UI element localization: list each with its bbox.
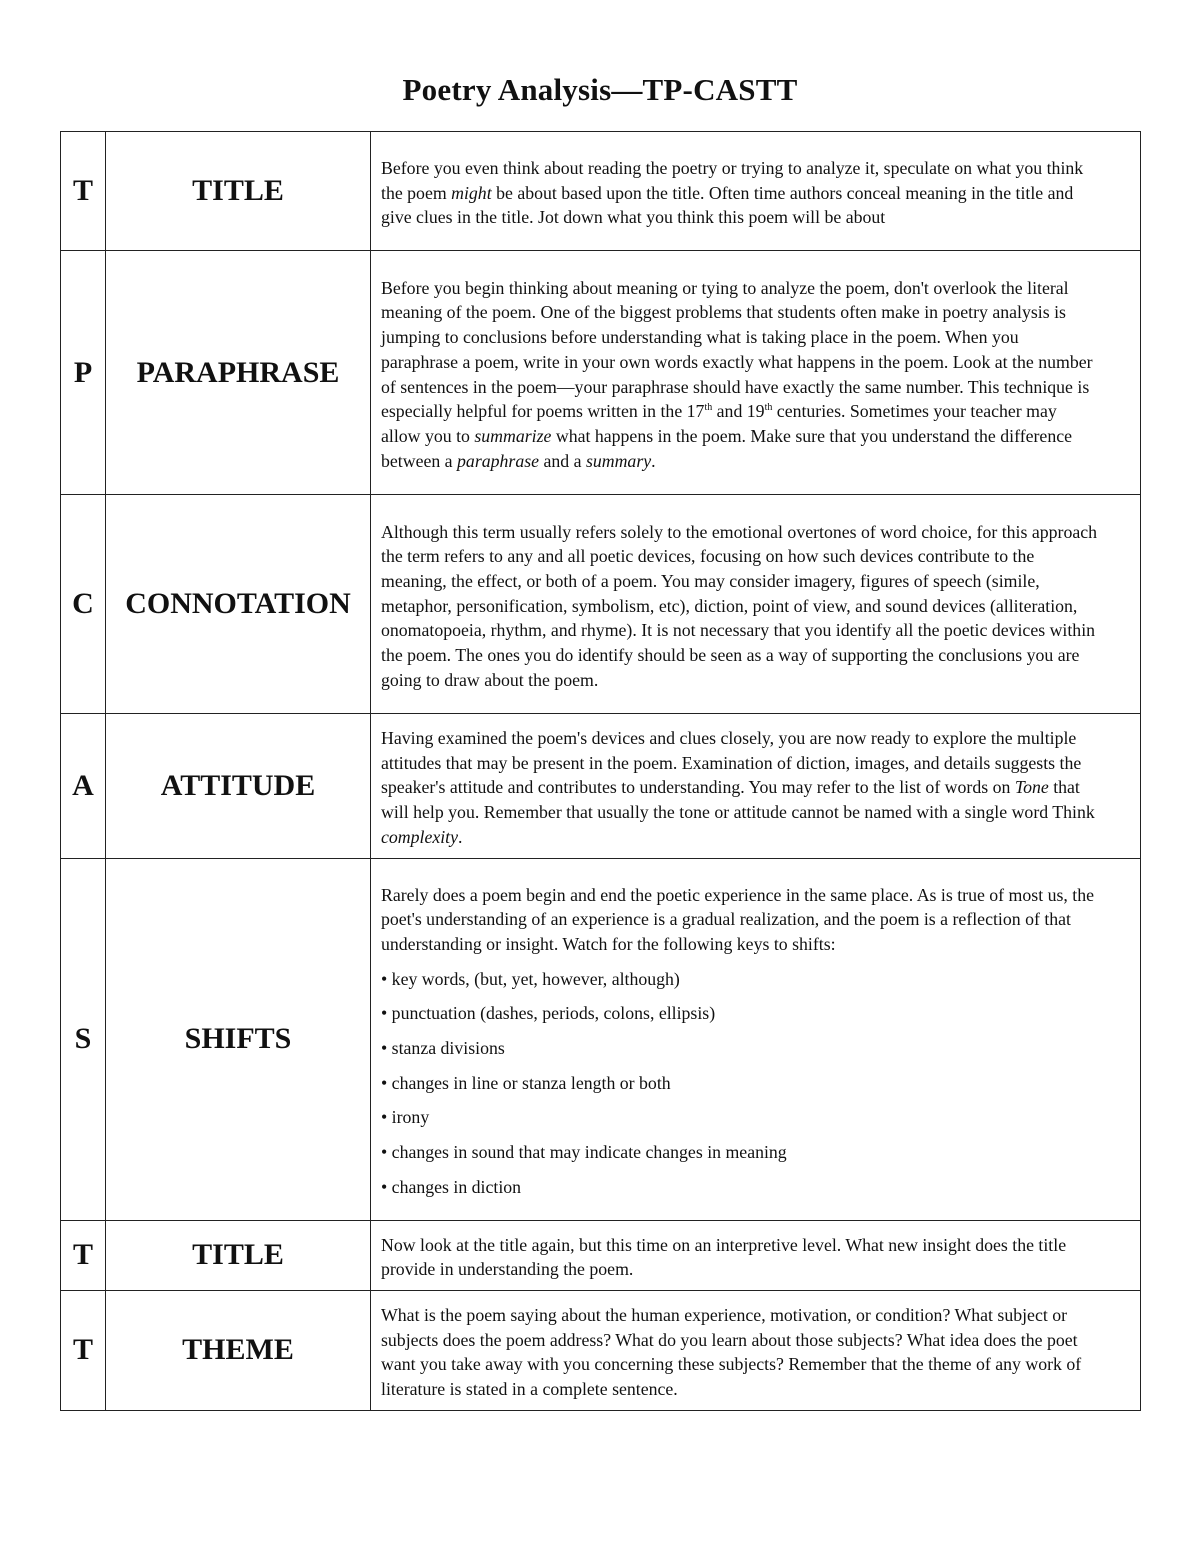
desc-emphasis: summarize [474,425,552,446]
desc-text: Now look at the title again, but this time on an interpretive level. What new insight does the title provide in understanding the poem. [381,1234,1067,1280]
list-item: • changes in line or stanza length or both [381,1071,1100,1096]
list-item: • changes in sound that may indicate changes in meaning [381,1140,1100,1165]
row-description [371,251,1141,495]
row-letter: S [61,858,106,1220]
desc-text: be about based upon the title. Often time authors conceal meaning in the title and give clues in the title. Jot down what you think this poem will be about [381,182,1074,228]
row-letter: T [61,1290,106,1410]
row-letter: T [61,1220,106,1290]
row-description [371,132,1141,251]
desc-text: what happens in the poem. Make sure that you understand the difference between a [381,425,1073,471]
ordinal-suffix: th [764,402,773,414]
desc-text: Rarely does a poem begin and end the poetic experience in the same place. As is true of most us, the poet's understanding of an experience is a gradual realization, and the poem is a reflection of that understanding or insight. Watch for the following keys to shifts: [381,884,1095,954]
table-row-attitude [61,714,1141,859]
list-item: • key words, (but, yet, however, although) [381,967,1100,992]
desc-emphasis: Tone [1014,777,1049,798]
row-term: TITLE [106,132,371,251]
row-term: TITLE [106,1220,371,1290]
desc-text: and a [539,450,586,471]
table-row-title-again [61,1220,1141,1290]
row-term: PARAPHRASE [106,251,371,495]
list-item: • changes in diction [381,1175,1100,1200]
row-description [371,714,1141,859]
row-description [371,858,1141,1220]
desc-text: Having examined the poem's devices and clues closely, you are now ready to explore the multiple attitudes that may be present in the poem. Examination of diction, images, and details suggests the speaker's attitude and contributes to understanding. You may refer to the list of words on [381,728,1082,798]
row-term: THEME [106,1290,371,1410]
table-row-shifts [61,858,1141,1220]
desc-text: centuries. Sometimes your teacher may allow you to [381,401,1057,446]
shift-keys-list [381,967,1100,1200]
row-letter: A [61,714,106,859]
row-letter: T [61,132,106,251]
desc-text: that will help you. Remember that usually the tone or attitude cannot be named with a single word Think [381,777,1095,823]
desc-text: Although this term usually refers solely to the emotional overtones of word choice, for this approach the term refers to any and all poetic devices, focusing on how such devices contribute to the meaning, the effect, or both of a poem. You may consider imagery, figures of speech (simile, metaphor, personification, symbolism, etc), diction, point of view, and sound devices (alliteration, onomatopoeia, rhythm, and rhyme). It is not necessary that you identify all the poetic devices within the poem. The ones you do identify should be seen as a way of supporting the conclusions you are going to draw about the poem. [381,521,1098,690]
desc-text: and 19 [712,401,765,422]
list-item: • stanza divisions [381,1036,1100,1061]
list-item: • irony [381,1105,1100,1130]
tpcastt-table [60,131,1141,1411]
desc-emphasis: summary [585,450,652,471]
desc-text: Before you begin thinking about meaning or tying to analyze the poem, don't overlook the literal meaning of the poem. One of the biggest problems that students often make in poetry analysis is jumping to conclusions before understanding what is taking place in the poem. When you paraphrase a poem, write in your own words exactly what happens in the poem. Look at the number of sentences in the poem—your paraphrase should have exactly the same number. This technique is especially helpful for poems written in the 17 [381,277,1093,422]
desc-emphasis: complexity [381,826,459,847]
table-row-connotation [61,495,1141,714]
desc-text: . [458,826,463,847]
row-description [371,495,1141,714]
ordinal-suffix: th [704,402,713,414]
desc-text: What is the poem saying about the human experience, motivation, or condition? What subject or subjects does the poem address? What do you learn about those subjects? What idea does the poet want you take away with you concerning these subjects? Remember that the theme of any work of literature is stated in a complete sentence. [381,1304,1082,1400]
table-row-paraphrase [61,251,1141,495]
row-term: ATTITUDE [106,714,371,859]
row-description [371,1220,1141,1290]
desc-text: . [651,450,656,471]
row-letter: C [61,495,106,714]
row-term: SHIFTS [106,858,371,1220]
table-row-theme [61,1290,1141,1410]
desc-text: Before you even think about reading the poetry or trying to analyze it, speculate on what you think the poem [381,157,1084,203]
list-item: • punctuation (dashes, periods, colons, ellipsis) [381,1001,1100,1026]
row-description [371,1290,1141,1410]
row-letter: P [61,251,106,495]
desc-emphasis: paraphrase [457,450,540,471]
row-term: CONNOTATION [106,495,371,714]
table-row-title [61,132,1141,251]
desc-emphasis: might [451,182,492,203]
page-title: Poetry Analysis—TP-CASTT [402,72,798,107]
